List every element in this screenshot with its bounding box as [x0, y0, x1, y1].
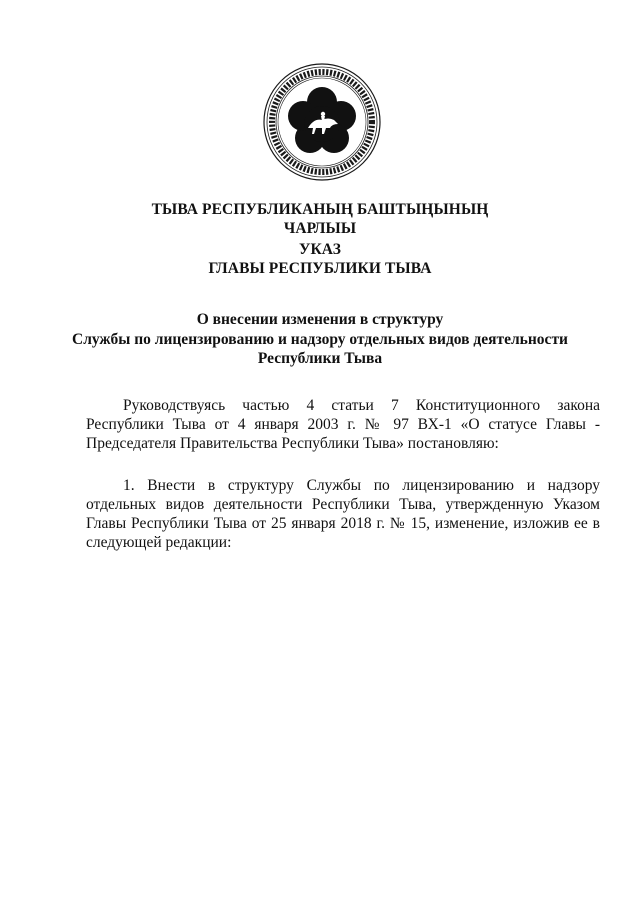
tuvan-header-line1: ТЫВА РЕСПУБЛИКАНЫҢ БАШТЫҢЫНЫҢ [151, 201, 489, 218]
decree-type: УКАЗ [298, 241, 341, 258]
title-line1: О внесении изменения в структуру [196, 311, 444, 328]
tuva-coat-of-arms-icon [262, 62, 382, 182]
decree-issuer: ГЛАВЫ РЕСПУБЛИКИ ТЫВА [208, 260, 432, 277]
title-line3: Республики Тыва [257, 350, 383, 367]
preamble-paragraph: Руководствуясь частью 4 статьи 7 Конституционного закона Республики Тыва от 4 января 2003 г. № 97 ВХ-1 «О статусе Главы - Председателя Правительства Республики Тыва» постановляю: [86, 396, 600, 452]
title-line2: Службы по лицензированию и надзору отдельных видов деятельности [72, 330, 568, 348]
clause-1-paragraph: 1. Внести в структуру Службы по лицензированию и надзору отдельных видов деятельности Республики Тыва, утвержденную Указом Главы Республики Тыва от 25 января 2018 г. № 15, изменение, изложив ее в следующей редакции: [86, 476, 600, 551]
tuvan-header-line2: ЧАРЛЫЫ [283, 220, 357, 237]
tuvan-header [0, 200, 640, 238]
russian-header [0, 240, 640, 278]
document-title [0, 310, 640, 369]
